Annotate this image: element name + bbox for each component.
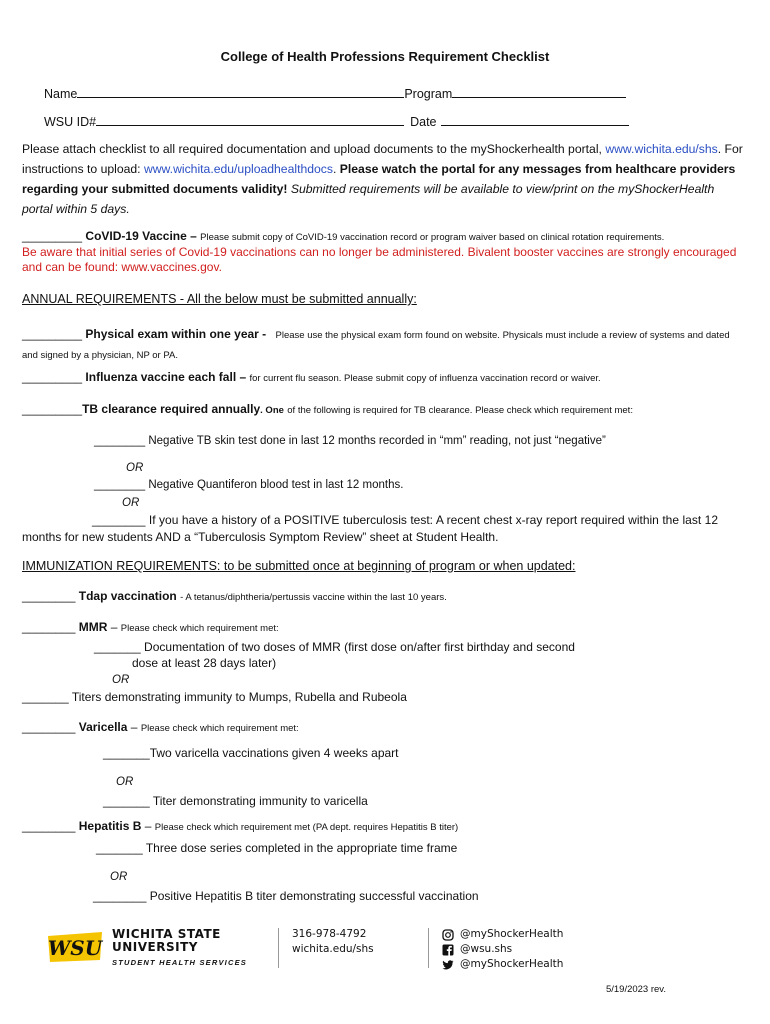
intro-text-3: . [332,162,340,176]
tdap-blank[interactable]: ________ [22,589,76,603]
intro-text-2: . For instructions to upload: [22,142,743,176]
physical-blank[interactable]: _________ [22,327,83,341]
tb-note: of the following is required for TB clearance. Please check which requirement met: [287,405,633,416]
tdap-label: Tdap vaccination [78,589,177,603]
wsuid-label: WSU ID# [44,115,97,129]
mmr-option-doses[interactable]: _______ Documentation of two doses of MMR (first dose on/after first birthday and second [94,640,575,654]
hepb-note: Please check which requirement met (PA dept. requires Hepatitis B titer) [154,822,459,833]
varicella-option-titer[interactable]: _______ Titer demonstrating immunity to varicella [103,794,368,808]
tb-label: TB clearance required annually [82,402,261,416]
hepb-option-series[interactable]: _______ Three dose series completed in the appropriate time frame [96,841,458,855]
flu-label: Influenza vaccine each fall – [85,370,247,384]
name-label: Name [44,87,78,101]
mmr-blank[interactable]: ________ [22,620,76,634]
tb-option-xray[interactable] [22,512,718,546]
or-label: OR [126,462,144,474]
instagram-link[interactable] [442,927,563,942]
varicella-blank[interactable]: ________ [22,720,76,734]
upload-link[interactable]: www.wichita.edu/uploadhealthdocs [143,162,333,176]
social-links [442,927,563,972]
annual-header: ANNUAL REQUIREMENTS - All the below must be submitted annually: [22,292,417,306]
tb-option-skin-test[interactable]: ________ Negative TB skin test done in last 12 months recorded in “mm” reading, not just “negative” [94,435,606,447]
mmr-dash: – [107,620,118,634]
covid-warning: Be aware that initial series of Covid-19 vaccinations can no longer be administered. Bivalent booster vaccines are strongly encouraged and can be found: www.vaccines.gov. [22,245,737,274]
logo-text: WSU [47,936,103,960]
varicella-item [22,720,299,734]
tb-option-xray-text: ________ If you have a history of a POSITIVE tuberculosis test: A recent chest x-ray report required within the last 12 months for new students AND a “Tuberculosis Symptom Review” sheet at Student Health. [22,513,718,544]
intro-text: Please attach checklist to all required documentation and upload documents to the myShockerhealth portal, [22,142,606,156]
hepb-blank[interactable]: ________ [22,819,76,833]
twitter-link[interactable] [442,957,563,972]
instagram-handle: @myShockerHealth [460,928,564,940]
or-label: OR [116,776,134,788]
name-line[interactable] [77,86,404,98]
flu-blank[interactable]: _________ [22,370,83,384]
tb-item [22,402,633,416]
or-label: OR [122,497,140,509]
wsu-logo-icon [46,930,104,964]
wsuid-line[interactable] [96,114,404,126]
university-line-1: WICHITA STATE [112,927,221,941]
varicella-dash: – [127,720,138,734]
instagram-icon [442,929,454,941]
tdap-note: - A tetanus/diphtheria/pertussis vaccine within the last 10 years. [180,592,447,603]
name-field[interactable] [44,86,626,101]
physical-note: Please use the physical exam form found on website. Physicals must include a review of systems and dated and signed by a physician, NP or PA. [22,330,730,361]
university-name [112,928,221,954]
covid-label: CoVID-19 Vaccine – [85,229,197,243]
wsuid-field[interactable] [44,114,629,129]
hepb-option-titer[interactable]: ________ Positive Hepatitis B titer demonstrating successful vaccination [93,889,479,903]
flu-note: for current flu season. Please submit copy of influenza vaccination record or waiver. [249,373,601,384]
revision-date: 5/19/2023 rev. [605,984,666,995]
date-label: Date [410,115,437,129]
program-label: Program [404,87,453,101]
or-label: OR [110,871,128,883]
department-name: STUDENT HEALTH SERVICES [112,958,247,967]
twitter-icon [442,959,454,971]
hepb-dash: – [141,819,152,833]
covid-note: Please submit copy of CoVID-19 vaccination record or program waiver based on clinical rotation requirements. [200,232,665,243]
divider [428,928,429,968]
page-title: College of Health Professions Requirement Checklist [220,49,550,64]
covid-blank[interactable]: _________ [22,229,83,243]
hepb-label: Hepatitis B [78,819,142,833]
tb-option-quantiferon[interactable]: ________ Negative Quantiferon blood test in last 12 months. [94,479,404,491]
mmr-item [22,620,279,634]
shs-link[interactable]: www.wichita.edu/shs [605,142,718,156]
immunization-header: IMMUNIZATION REQUIREMENTS: to be submitted once at beginning of program or when updated: [22,559,576,573]
tb-one: . One [260,405,284,416]
facebook-link[interactable] [442,942,563,957]
flu-item [22,370,601,384]
varicella-label: Varicella [78,720,128,734]
facebook-handle: @wsu.shs [460,943,513,955]
physical-label: Physical exam within one year - [85,327,267,341]
availability-note: Submitted requirements will be available to view/print on the myShockerHealth portal within 5 days. [22,182,715,216]
twitter-handle: @myShockerHealth [460,958,564,970]
tdap-item [22,589,447,603]
date-line[interactable] [441,114,629,126]
facebook-icon [442,944,454,956]
mmr-option-doses-cont: dose at least 28 days later) [132,656,277,670]
university-line-2: UNIVERSITY [112,940,198,954]
or-label: OR [112,674,130,686]
program-line[interactable] [452,86,626,98]
footer [0,920,770,980]
divider [278,928,279,968]
covid-item [22,229,664,243]
physical-item [22,325,747,365]
mmr-label: MMR [78,620,108,634]
intro-paragraph [22,139,747,219]
mmr-note: Please check which requirement met: [120,623,279,634]
footer-website[interactable]: wichita.edu/shs [292,943,374,955]
mmr-option-titers[interactable]: _______ Titers demonstrating immunity to Mumps, Rubella and Rubeola [22,690,407,704]
phone-number[interactable]: 316-978-4792 [292,928,367,940]
hepb-item [22,819,458,833]
tb-blank[interactable]: _________ [22,402,83,416]
contact-info [292,927,374,957]
varicella-note: Please check which requirement met: [140,723,299,734]
portal-warning: Please watch the portal for any messages from healthcare providers regarding your submitted documents validity! [22,162,736,196]
varicella-option-vaccinations[interactable]: _______Two varicella vaccinations given 4 weeks apart [103,746,399,760]
